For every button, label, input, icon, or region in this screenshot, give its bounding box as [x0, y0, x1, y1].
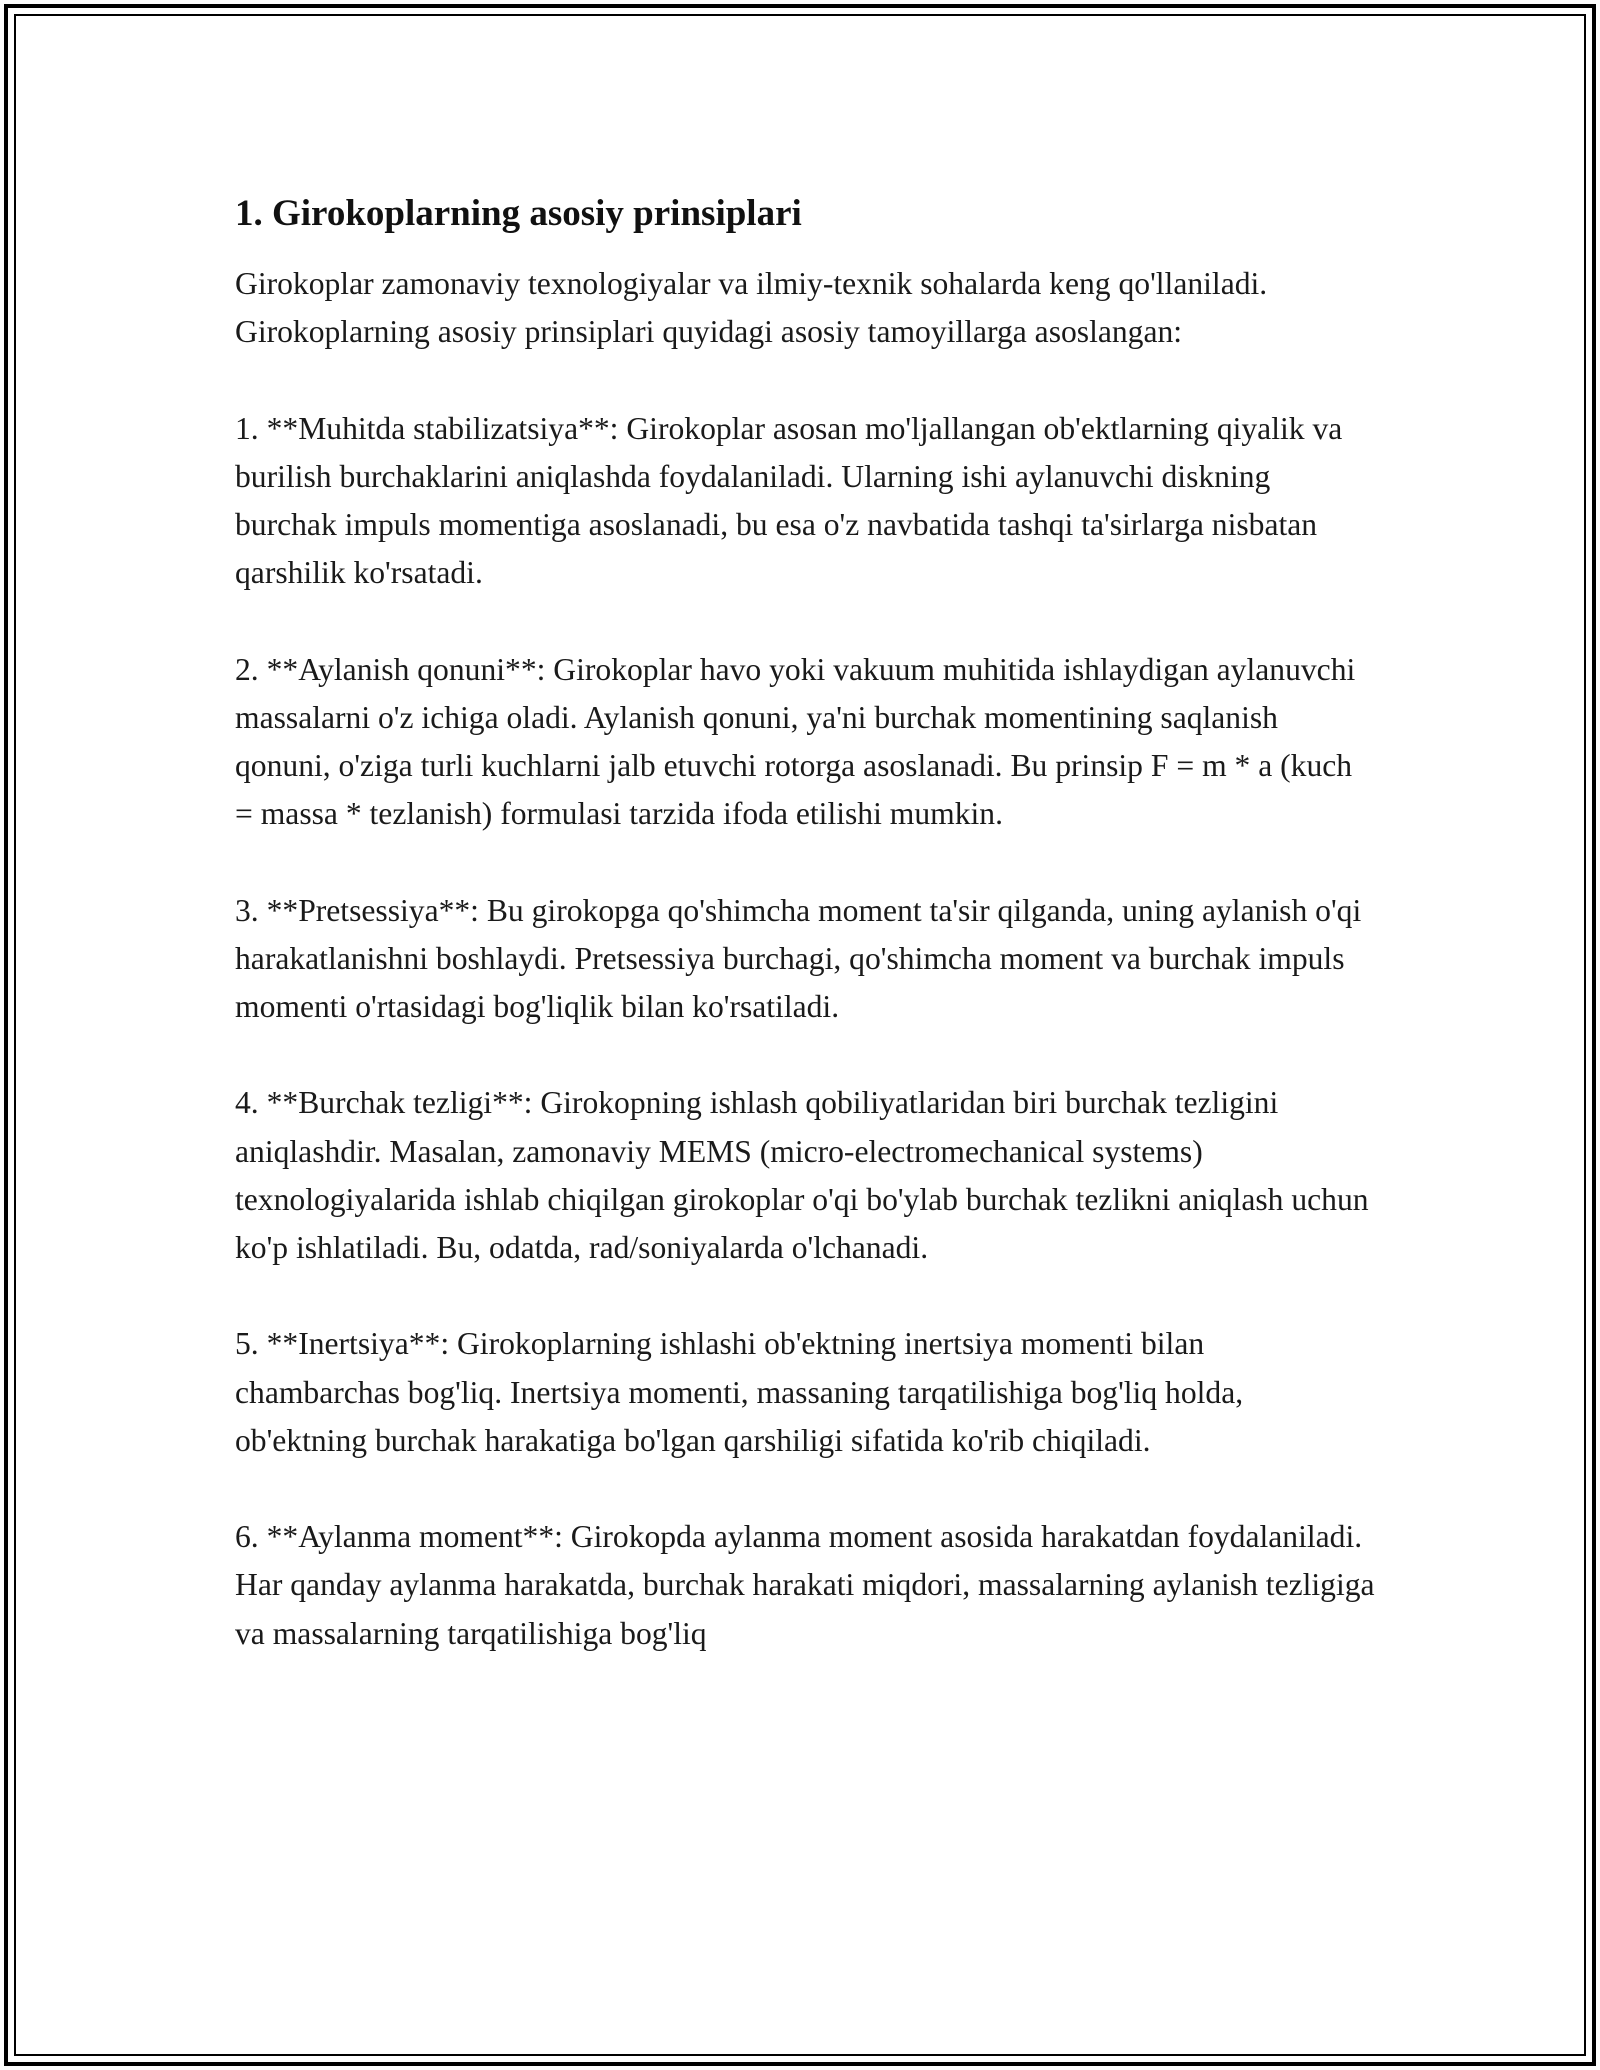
section-heading: 1. Girokoplarning asosiy prinsiplari	[235, 193, 802, 234]
intro-paragraph: Girokoplar zamonaviy texnologiyalar va ilmiy-texnik sohalarda keng qo'llaniladi. Girokoplarning asosiy prinsiplari quyidagi asosiy tamoyillarga asoslangan:	[235, 266, 1268, 350]
paragraph-stabilization: 1. **Muhitda stabilizatsiya**: Girokoplar asosan mo'ljallangan ob'ektlarning qiyalik va burilish burchaklarini aniqlashda foydalaniladi. Ularning ishi aylanuvchi diskning burchak impuls momentiga asoslanadi, bu esa o'z navbatida tashqi ta'sirlarga nisbatan qarshilik ko'rsatadi.	[235, 410, 1343, 591]
paragraph-precession: 3. **Pretsessiya**: Bu girokopga qo'shimcha moment ta'sir qilganda, uning aylanish o'qi harakatlanishni boshlaydi. Pretsessiya burchagi, qo'shimcha moment va burchak impuls momenti o'rtasidagi bog'liqlik bilan ko'rsatiladi.	[235, 892, 1362, 1024]
document-body	[235, 190, 1375, 1706]
paragraph-angular-velocity: 4. **Burchak tezligi**: Girokopning ishlash qobiliyatlaridan biri burchak tezligini aniqlashdir. Masalan, zamonaviy MEMS (micro-electromechanical systems) texnologiyalarida ishlab chiqilgan girokoplar o'qi bo'ylab burchak tezlikni aniqlash uchun ko'p ishlatiladi. Bu, odatda, rad/soniyalarda o'lchanadi.	[235, 1085, 1369, 1265]
paragraph-inertia: 5. **Inertsiya**: Girokoplarning ishlashi ob'ektning inertsiya momenti bilan chambarchas bog'liq. Inertsiya momenti, massaning tarqatilishiga bog'liq holda, ob'ektning burchak harakatiga bo'lgan qarshiligi sifatida ko'rib chiqiladi.	[235, 1326, 1244, 1458]
paragraph-torque: 6. **Aylanma moment**: Girokopda aylanma moment asosida harakatdan foydalaniladi. Har qanday aylanma harakatda, burchak harakati miqdori, massalarning aylanish tezligiga va massalarning tarqatilishiga bog'liq	[235, 1519, 1375, 1651]
paragraph-rotation-law: 2. **Aylanish qonuni**: Girokoplar havo yoki vakuum muhitida ishlaydigan aylanuvchi massalarni o'z ichiga oladi. Aylanish qonuni, ya'ni burchak momentining saqlanish qonuni, o'ziga turli kuchlarni jalb etuvchi rotorga asoslanadi. Bu prinsip F = m * a (kuch = massa * tezlanish) formulasi tarzida ifoda etilishi mumkin.	[235, 651, 1356, 832]
